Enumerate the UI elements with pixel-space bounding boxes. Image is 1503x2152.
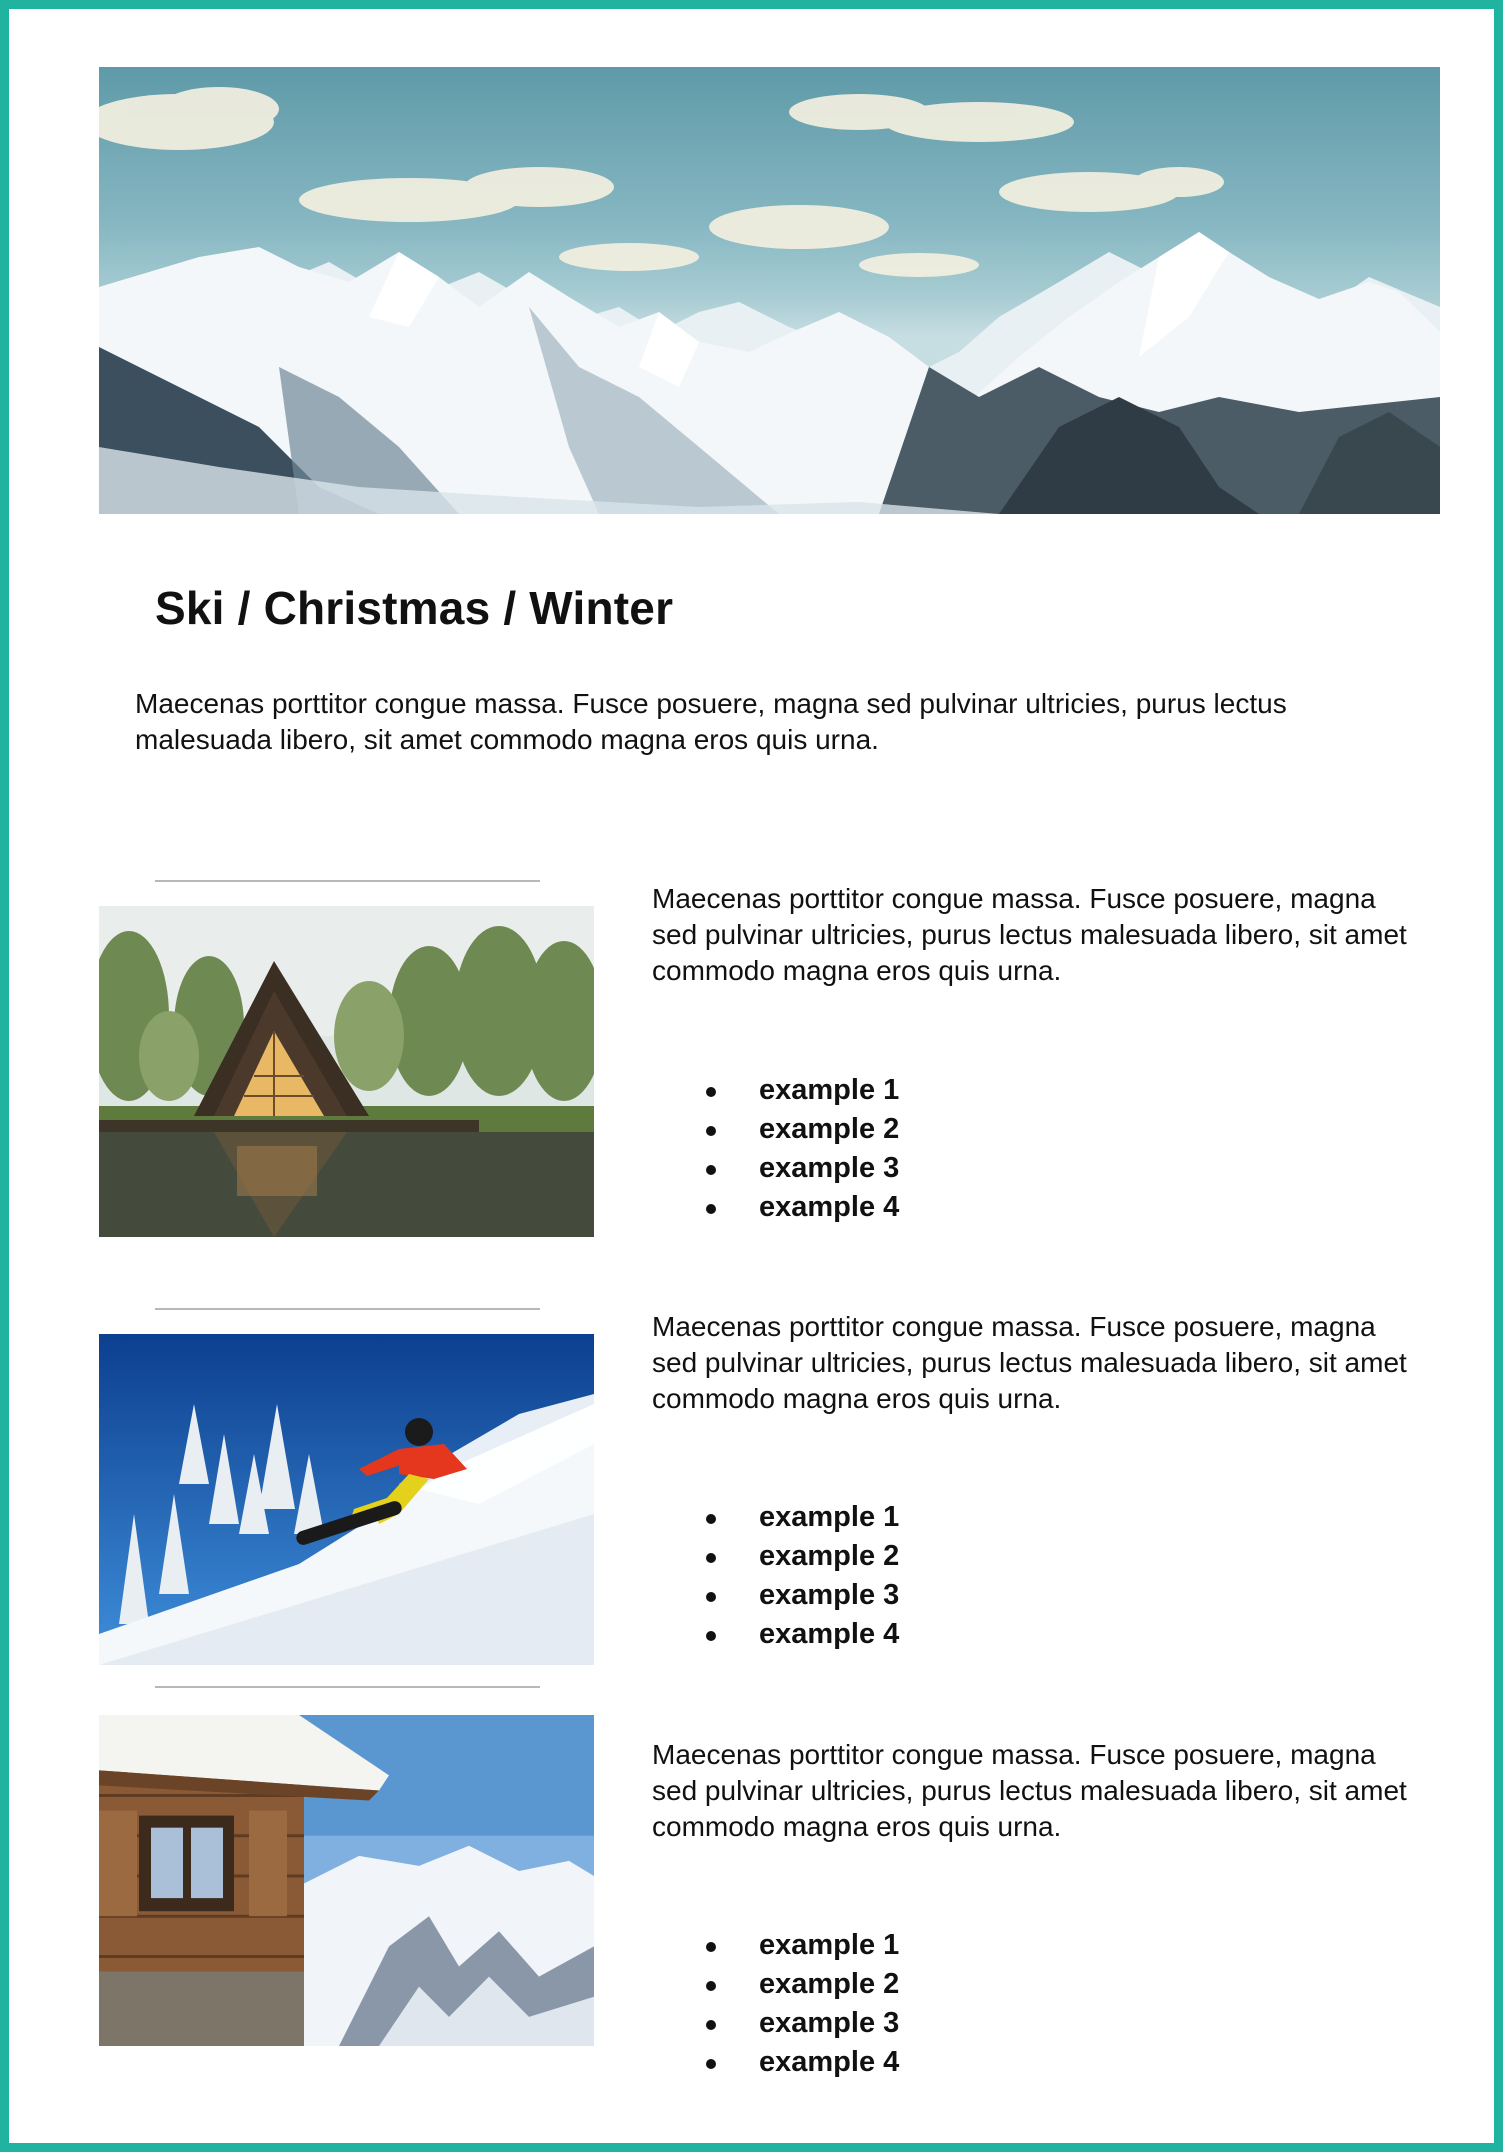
list-item: example 4: [652, 1615, 899, 1654]
list-item: example 1: [652, 1926, 899, 1965]
list-item: example 1: [652, 1498, 899, 1537]
hero-mountain-banner: [99, 67, 1440, 514]
intro-paragraph: Maecenas porttitor congue massa. Fusce posuere, magna sed pulvinar ultricies, purus lectus malesuada libero, sit amet commodo magna eros quis urna.: [135, 688, 1287, 755]
list-item: example 3: [652, 1149, 899, 1188]
section-paragraph: Maecenas porttitor congue massa. Fusce posuere, magna sed pulvinar ultricies, purus lectus malesuada libero, sit amet commodo magna eros quis urna.: [652, 883, 1407, 986]
list-item: example 4: [652, 1188, 899, 1227]
section-divider: [155, 880, 540, 882]
snowboarder-photo: [99, 1334, 594, 1665]
list-item: example 3: [652, 1576, 899, 1615]
a-frame-cabin-lake-photo: [99, 906, 594, 1237]
example-list: [652, 1071, 899, 1227]
example-list: [652, 1926, 899, 2082]
list-item: example 4: [652, 2043, 899, 2082]
list-item: example 2: [652, 1965, 899, 2004]
wooden-chalet-mountains-photo: [99, 1715, 594, 2046]
section-divider: [155, 1308, 540, 1310]
page-title: Ski / Christmas / Winter: [155, 582, 674, 634]
section-paragraph: Maecenas porttitor congue massa. Fusce posuere, magna sed pulvinar ultricies, purus lectus malesuada libero, sit amet commodo magna eros quis urna.: [652, 1739, 1407, 1842]
list-item: example 2: [652, 1110, 899, 1149]
section-paragraph: Maecenas porttitor congue massa. Fusce posuere, magna sed pulvinar ultricies, purus lectus malesuada libero, sit amet commodo magna eros quis urna.: [652, 1311, 1407, 1414]
section-divider: [155, 1686, 540, 1688]
list-item: example 2: [652, 1537, 899, 1576]
list-item: example 1: [652, 1071, 899, 1110]
example-list: [652, 1498, 899, 1654]
snowy-mountains-image: [99, 67, 1440, 514]
list-item: example 3: [652, 2004, 899, 2043]
